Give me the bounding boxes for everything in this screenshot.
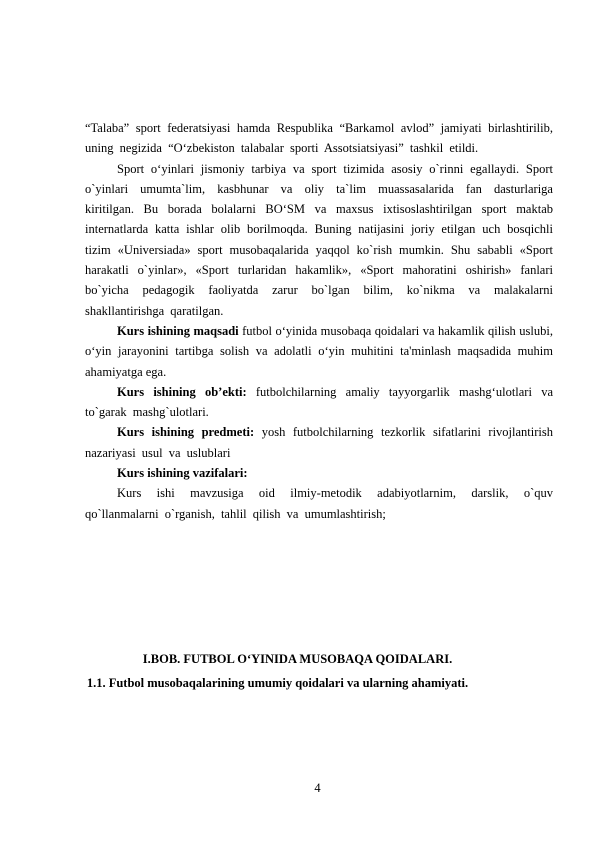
course-tasks-label: Kurs ishining vazifalari:: [117, 466, 248, 481]
paragraph-course-tasks: [85, 463, 553, 483]
body-text: [85, 118, 553, 524]
course-goal-text: futbol o‘yinida musobaqa qoidalari va hakamlik qilish uslubi, o‘yin jarayonini tartibga solish va adolatli o‘yin muhitini ta'minlash maqsadida muhim ahamiyatga ega.: [85, 323, 553, 379]
paragraph-task-literature: Kurs ishi mavzusiga oid ilmiy-metodik adabiyotlarnim, darslik, o`quv qo`llanmalarni o`rganish, tahlil qilish va umumlashtirish;: [85, 486, 553, 521]
course-object-label: Kurs ishining ob’ekti:: [117, 384, 247, 399]
paragraph-talaba-federation: “Talaba” sport federatsiyasi hamda Respublika “Barkamol avlod” jamiyati birlashtirilib, uning negizida “O‘zbekiston talabalar sporti Assotsiatsiyasi” tashkil etildi.: [85, 121, 553, 156]
section-heading: 1.1. Futbol musobaqalarining umumiy qoidalari va ularning ahamiyati.: [86, 676, 469, 690]
page-number: 4: [314, 781, 321, 795]
paragraph-course-subject: [85, 422, 553, 463]
paragraph-course-goal: [85, 321, 553, 382]
paragraph-course-object: [85, 382, 553, 423]
paragraph-sport-games: Sport o‘yinlari jismoniy tarbiya va sport tizimida asosiy o`rinni egallaydi. Sport o`yinlari umumta`lim, kasbhunar va oliy ta`lim muassasalarida fan dasturlariga kiritilgan. Bu borada bolalarni BO‘SM va maxsus ixtisoslashtirilgan sport maktab internatlarda katta ishlar olib borilmoqda. Buning natijasini joriy etilgan uch bosqichli tizim «Universiada» sport musobaqalarida yaqqol ko`rish mumkin. Shu sababli «Sport harakatli o`yinlar», «Sport turlaridan hakamlik», «Sport mahoratini oshirish» fanlari bo`yicha pedagogik faoliyatda zarur bo`lgan bilim, ko`nikma va malakalarni shakllantirishga qaratilgan.: [85, 161, 553, 318]
chapter-heading: I.BOB. FUTBOL O‘YINIDA MUSOBAQA QOIDALARI.: [142, 652, 453, 666]
course-subject-label: Kurs ishining predmeti:: [117, 425, 255, 440]
course-goal-label: Kurs ishining maqsadi: [117, 323, 239, 338]
course-subject-text: yosh futbolchilarning tezkorlik sifatlarini rivojlantirish nazariyasi usul va uslublari: [85, 425, 553, 460]
course-object-text: futbolchilarning amaliy tayyorgarlik mashg‘ulotlari va to`garak mashg`ulotlari.: [85, 384, 553, 420]
